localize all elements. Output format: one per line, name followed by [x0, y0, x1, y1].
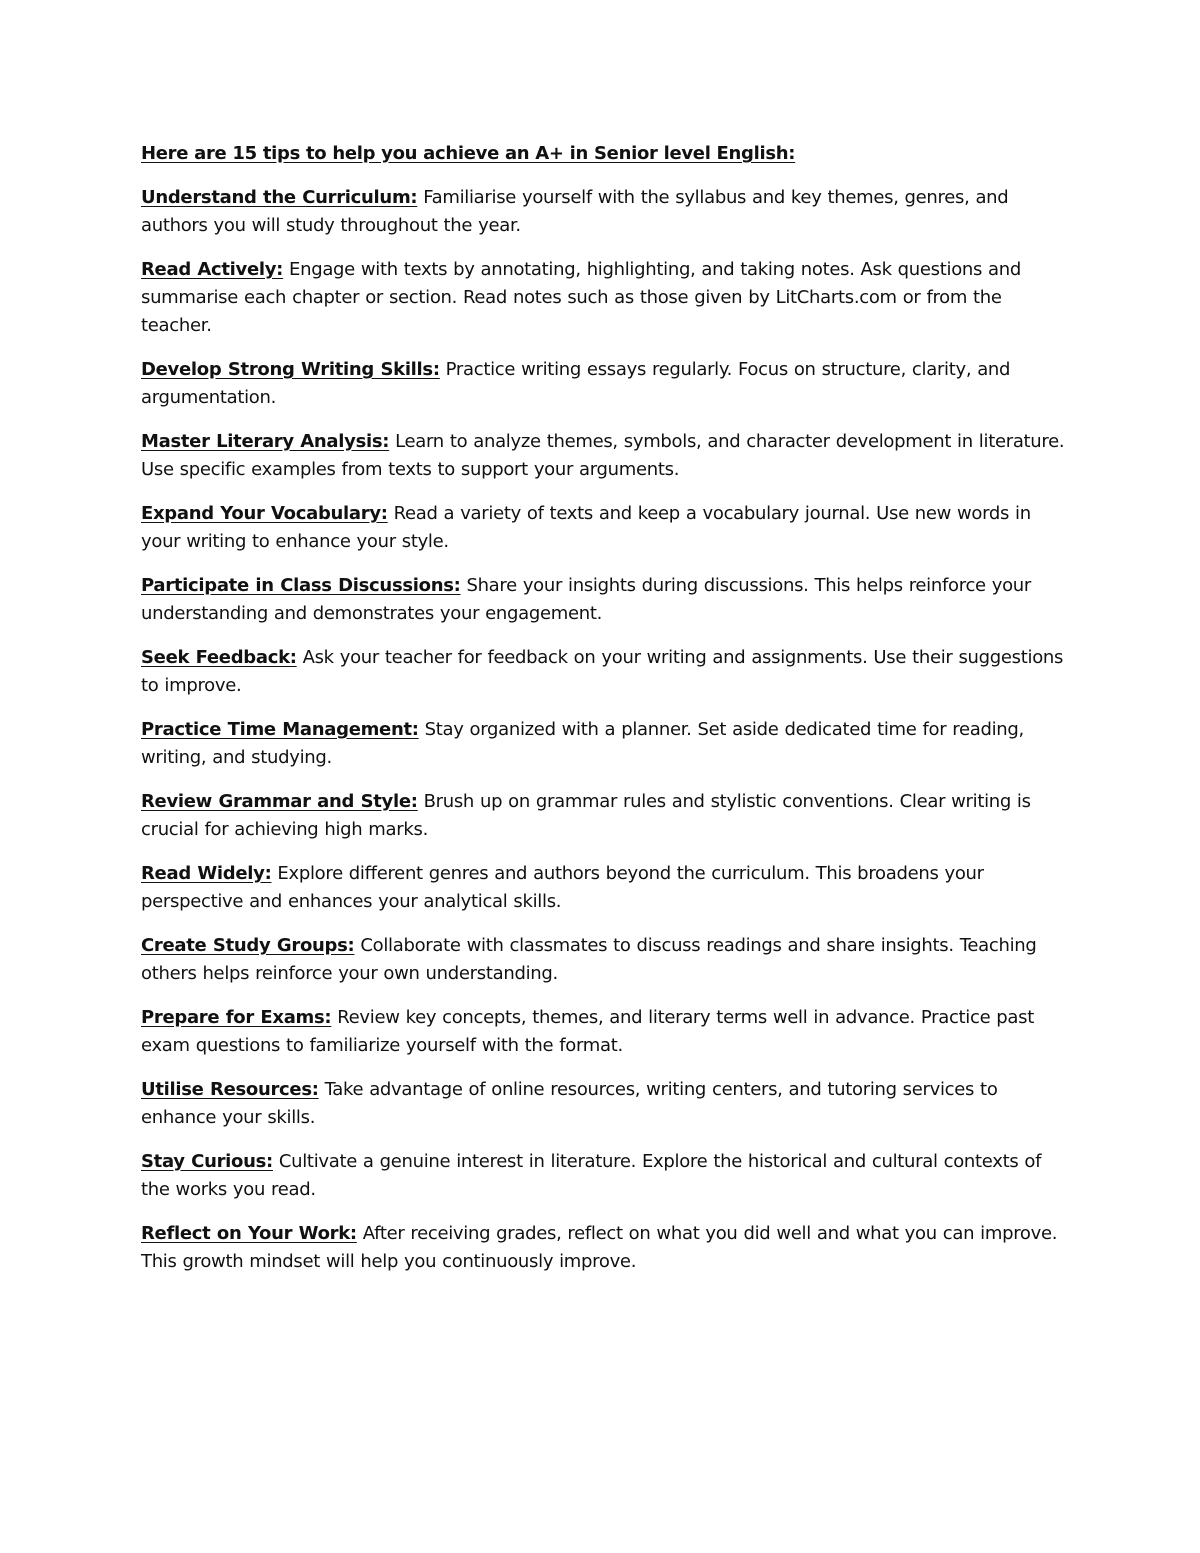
tip-heading: Stay Curious:	[141, 1151, 273, 1172]
tip-class-discussions	[141, 572, 1066, 628]
tip-heading: Master Literary Analysis:	[141, 431, 390, 452]
tip-body: Learn to analyze themes, symbols, and character development in literature. Use specific examples from texts to support your arguments.	[141, 431, 1065, 480]
tip-understand-curriculum	[141, 184, 1066, 240]
tip-stay-curious	[141, 1148, 1066, 1204]
tip-grammar-style	[141, 788, 1066, 844]
tip-study-groups	[141, 932, 1066, 988]
tip-body: Cultivate a genuine interest in literature. Explore the historical and cultural contexts of the works you read.	[141, 1151, 1042, 1200]
tip-utilise-resources	[141, 1076, 1066, 1132]
tip-body: Take advantage of online resources, writing centers, and tutoring services to enhance your skills.	[141, 1079, 998, 1128]
tip-body: Familiarise yourself with the syllabus and key themes, genres, and authors you will study throughout the year.	[141, 187, 1009, 236]
tip-body: Engage with texts by annotating, highlighting, and taking notes. Ask questions and summarise each chapter or section. Read notes such as those given by LitCharts.com or from the teacher.	[141, 259, 1022, 336]
tip-body: Read a variety of texts and keep a vocabulary journal. Use new words in your writing to enhance your style.	[141, 503, 1031, 552]
tip-heading: Read Actively:	[141, 259, 284, 280]
tip-heading: Utilise Resources:	[141, 1079, 319, 1100]
tip-heading: Reflect on Your Work:	[141, 1223, 357, 1244]
tip-heading: Seek Feedback:	[141, 647, 297, 668]
tip-body: Ask your teacher for feedback on your writing and assignments. Use their suggestions to improve.	[141, 647, 1064, 696]
tip-body: After receiving grades, reflect on what you did well and what you can improve. This growth mindset will help you continuously improve.	[141, 1223, 1058, 1272]
tip-body: Stay organized with a planner. Set aside dedicated time for reading, writing, and studying.	[141, 719, 1024, 768]
tip-heading: Develop Strong Writing Skills:	[141, 359, 440, 380]
tip-heading: Review Grammar and Style:	[141, 791, 418, 812]
tip-heading: Participate in Class Discussions:	[141, 575, 461, 596]
tip-seek-feedback	[141, 644, 1066, 700]
tip-body: Share your insights during discussions. This helps reinforce your understanding and demonstrates your engagement.	[141, 575, 1032, 624]
tip-heading: Create Study Groups:	[141, 935, 355, 956]
tip-heading: Read Widely:	[141, 863, 272, 884]
tip-heading: Practice Time Management:	[141, 719, 419, 740]
tip-body: Practice writing essays regularly. Focus on structure, clarity, and argumentation.	[141, 359, 1011, 408]
tip-read-actively	[141, 256, 1066, 340]
tip-read-widely	[141, 860, 1066, 916]
tip-writing-skills	[141, 356, 1066, 412]
tip-vocabulary	[141, 500, 1066, 556]
tip-body: Brush up on grammar rules and stylistic conventions. Clear writing is crucial for achieving high marks.	[141, 791, 1031, 840]
tip-literary-analysis	[141, 428, 1066, 484]
document-content	[141, 140, 1066, 1292]
tip-prepare-exams	[141, 1004, 1066, 1060]
document-intro-heading: Here are 15 tips to help you achieve an A+ in Senior level English:	[141, 143, 796, 164]
tip-heading: Understand the Curriculum:	[141, 187, 418, 208]
tip-heading: Expand Your Vocabulary:	[141, 503, 388, 524]
tip-body: Collaborate with classmates to discuss readings and share insights. Teaching others helps reinforce your own understanding.	[141, 935, 1037, 984]
tip-heading: Prepare for Exams:	[141, 1007, 332, 1028]
tip-time-management	[141, 716, 1066, 772]
tip-body: Review key concepts, themes, and literary terms well in advance. Practice past exam questions to familiarize yourself with the format.	[141, 1007, 1034, 1056]
tip-reflect-work	[141, 1220, 1066, 1276]
tip-body: Explore different genres and authors beyond the curriculum. This broadens your perspective and enhances your analytical skills.	[141, 863, 984, 912]
